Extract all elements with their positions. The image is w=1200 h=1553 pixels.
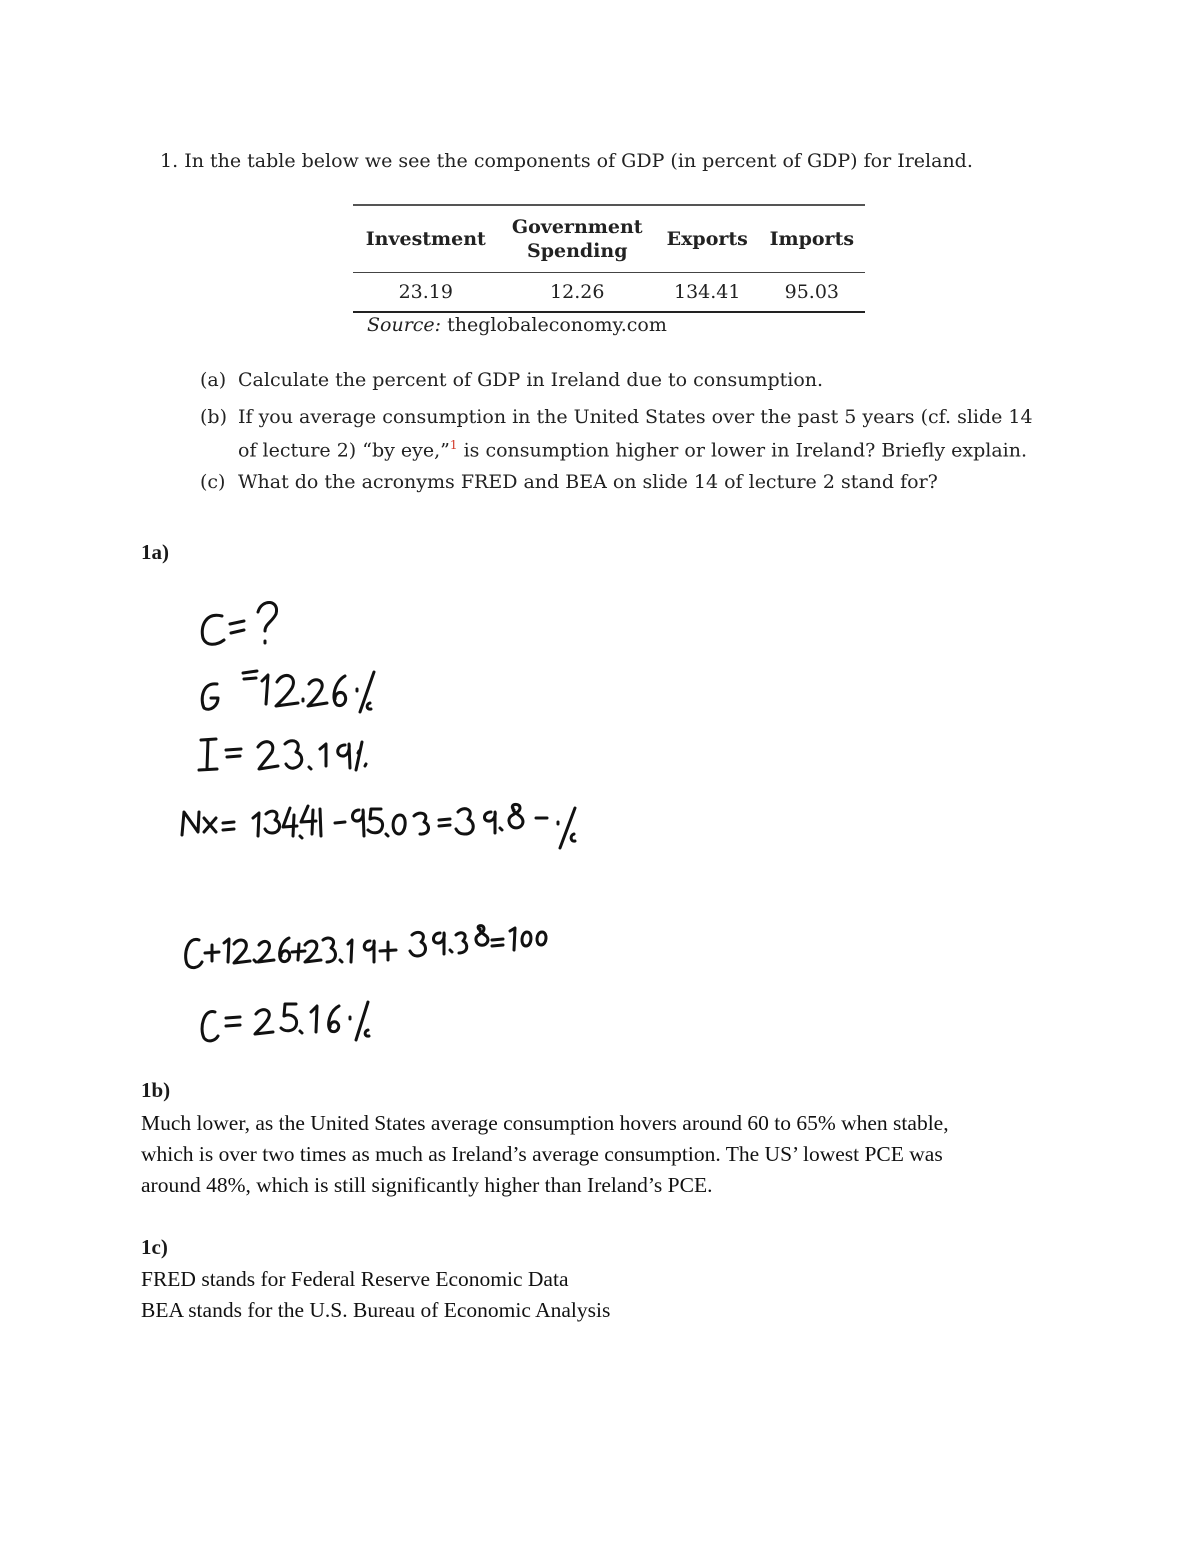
answer-1b-line: which is over two times as much as Ireland’s average consumption. The US’ lowest PCE was	[141, 1142, 943, 1166]
answer-1c-line-fred: FRED stands for Federal Reserve Economic Data	[141, 1267, 569, 1291]
answer-1c-line-bea: BEA stands for the U.S. Bureau of Economic Analysis	[141, 1298, 611, 1322]
handwritten-line-g	[202, 671, 374, 712]
cell-investment: 23.19	[353, 273, 499, 313]
header-investment: Investment	[353, 205, 499, 273]
cell-government-spending: 12.26	[499, 273, 656, 313]
source-text: theglobaleconomy.com	[447, 314, 667, 336]
part-c-label: (c)	[200, 471, 226, 493]
header-exports: Exports	[656, 205, 759, 273]
source-label: Source:	[367, 314, 442, 336]
answer-1c-heading: 1c)	[141, 1235, 168, 1259]
handwritten-line-sum	[186, 926, 546, 968]
part-b-label: (b)	[200, 406, 227, 428]
handwritten-line-nx	[182, 804, 575, 848]
header-government-spending: Government Spending	[499, 205, 656, 273]
part-a-text: Calculate the percent of GDP in Ireland due to consumption.	[238, 369, 824, 391]
answer-1b-heading: 1b)	[141, 1078, 171, 1102]
answer-1b-text	[141, 1108, 949, 1201]
answer-1a-heading: 1a)	[141, 540, 169, 564]
header-imports: Imports	[759, 205, 865, 273]
answer-1b-line: Much lower, as the United States average consumption hovers around 60 to 65% when stable,	[141, 1111, 949, 1135]
part-c-text: What do the acronyms FRED and BEA on slide 14 of lecture 2 stand for?	[238, 471, 938, 493]
answer-1c-text	[141, 1264, 610, 1326]
handwritten-line-i	[199, 739, 366, 770]
handwritten-line-c-question	[202, 602, 276, 644]
handwritten-line-c-result	[202, 1002, 369, 1041]
footnote-marker[interactable]: 1	[449, 438, 458, 452]
cell-exports: 134.41	[656, 273, 759, 313]
part-b-text: If you average consumption in the United States over the past 5 years (cf. slide 14 of lecture 2) “by eye,”$^1$ is consumption higher or lower in Ireland? Briefly explain.	[238, 406, 1033, 462]
answer-1b-line: around 48%, which is still significantly higher than Ireland’s PCE.	[141, 1173, 713, 1197]
question-text: In the table below we see the components of GDP (in percent of GDP) for Ireland.	[184, 150, 973, 172]
question-number: 1.	[160, 150, 179, 172]
part-a-label: (a)	[200, 369, 227, 391]
cell-imports: 95.03	[759, 273, 865, 313]
